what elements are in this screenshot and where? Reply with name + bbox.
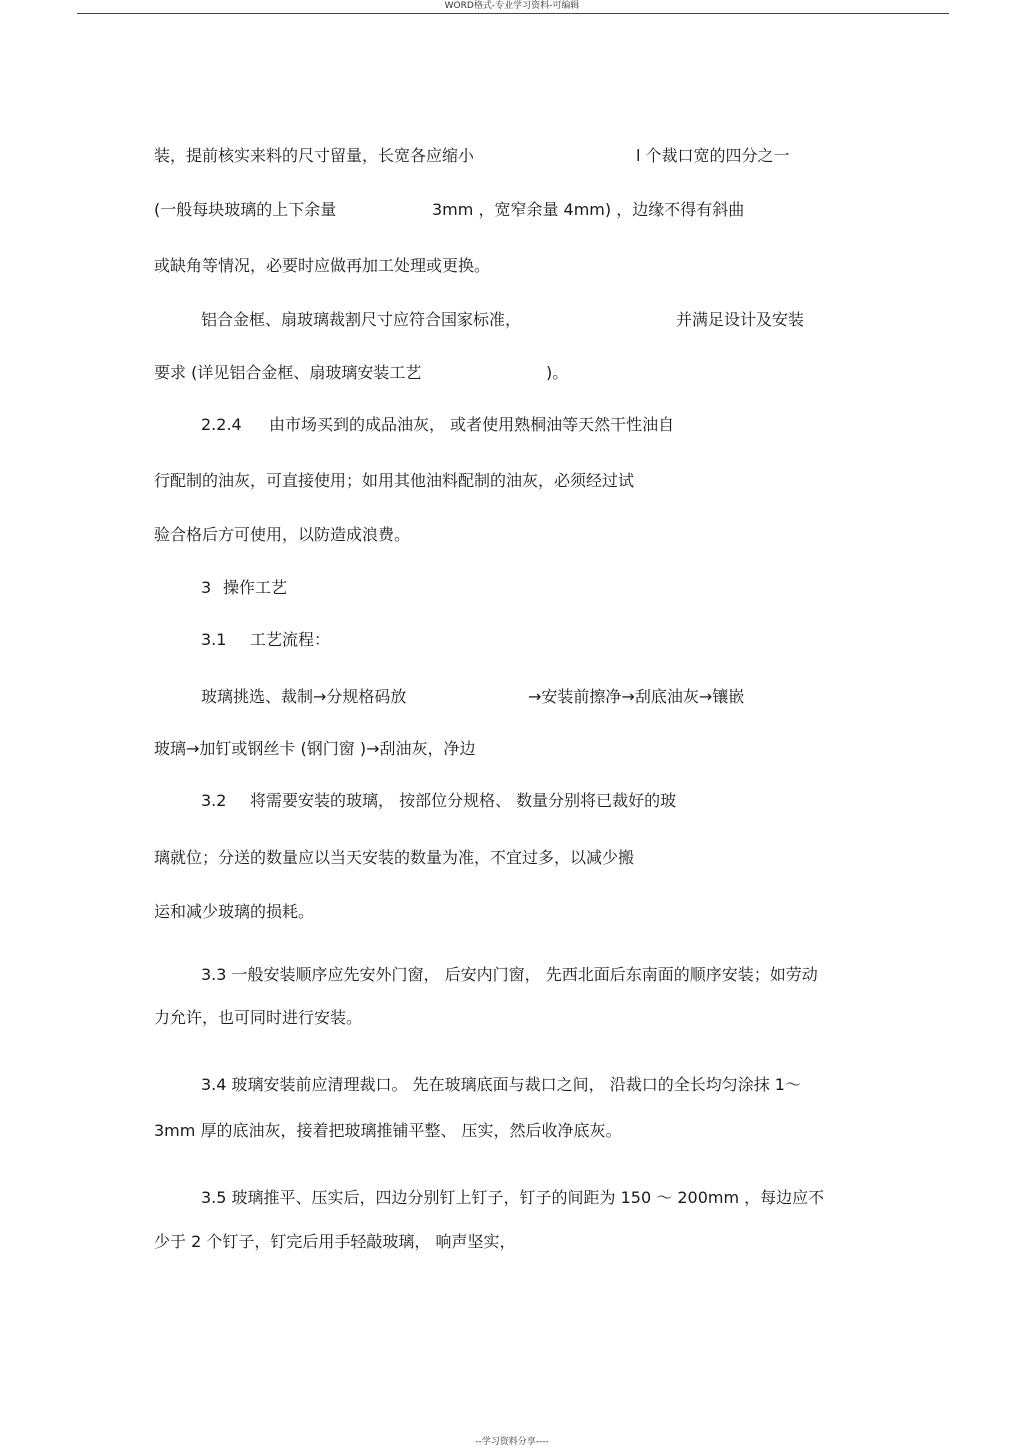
text-segment: (一般每块玻璃的上下余量 (154, 200, 337, 219)
section-number: 3 (201, 578, 212, 597)
text-line: 验合格后方可使用，以防造成浪费。 (154, 525, 411, 544)
text-segment: 将需要安装的玻璃， 按部位分规格、 数量分别将已裁好的玻 (250, 791, 677, 810)
text-line: 运和减少玻璃的损耗。 (154, 902, 315, 921)
text-line: 3mm 厚的底油灰，接着把玻璃推铺平整、 压实，然后收净底灰。 (154, 1121, 622, 1140)
text-segment: )。 (546, 363, 569, 382)
section-title: 工艺流程： (250, 630, 331, 649)
text-segment: →安装前擦净→刮底油灰→镶嵌 (528, 687, 745, 706)
header-divider (77, 13, 949, 14)
text-line: 3.5 玻璃推平、压实后，四边分别钉上钉子，钉子的间距为 150 ～ 200mm ，每边应不 (201, 1188, 825, 1207)
section-title: 操作工艺 (223, 578, 288, 597)
page-footer: --学习资料分享---- (475, 1437, 549, 1447)
text-line: 或缺角等情况，必要时应做再加工处理或更换。 (154, 256, 491, 275)
text-line: 少于 2 个钉子，钉完后用手轻敲玻璃， 响声坚实， (154, 1232, 516, 1251)
text-segment: 铝合金框、扇玻璃裁割尺寸应符合国家标准， (201, 310, 522, 329)
text-segment: 要求 (详见铝合金框、扇玻璃安装工艺 (154, 363, 422, 382)
text-line: 力允许，也可同时进行安装。 (154, 1008, 363, 1027)
text-line: 3.3 一般安装顺序应先安外门窗， 后安内门窗， 先西北面后东南面的顺序安装；如劳动 (201, 965, 818, 984)
section-number: 3.2 (201, 791, 227, 810)
text-segment: l 个裁口宽的四分之一 (636, 146, 790, 165)
text-segment: 并满足设计及安装 (676, 310, 805, 329)
text-segment: 由市场买到的成品油灰， 或者使用熟桐油等天然干性油自 (269, 415, 675, 434)
text-segment: 玻璃挑选、裁制→分规格码放 (201, 687, 407, 706)
page-header: WORD格式-专业学习资料-可编辑 (444, 1, 580, 11)
text-segment: 3mm ，宽窄余量 4mm) ，边缘不得有斜曲 (432, 200, 745, 219)
text-line: 玻璃→加钉或钢丝卡 (钢门窗 )→刮油灰，净边 (154, 739, 476, 758)
text-line: 璃就位；分送的数量应以当天安装的数量为准，不宜过多，以减少搬 (154, 848, 635, 867)
text-line: 3.4 玻璃安装前应清理裁口。 先在玻璃底面与裁口之间， 沿裁口的全长均匀涂抹 1～ (201, 1075, 801, 1094)
text-segment: 装，提前核实来料的尺寸留量，长宽各应缩小 (154, 146, 475, 165)
text-line: 行配制的油灰，可直接使用；如用其他油料配制的油灰，必须经过试 (154, 471, 635, 490)
section-number: 3.1 (201, 630, 227, 649)
section-number: 2.2.4 (201, 415, 242, 434)
